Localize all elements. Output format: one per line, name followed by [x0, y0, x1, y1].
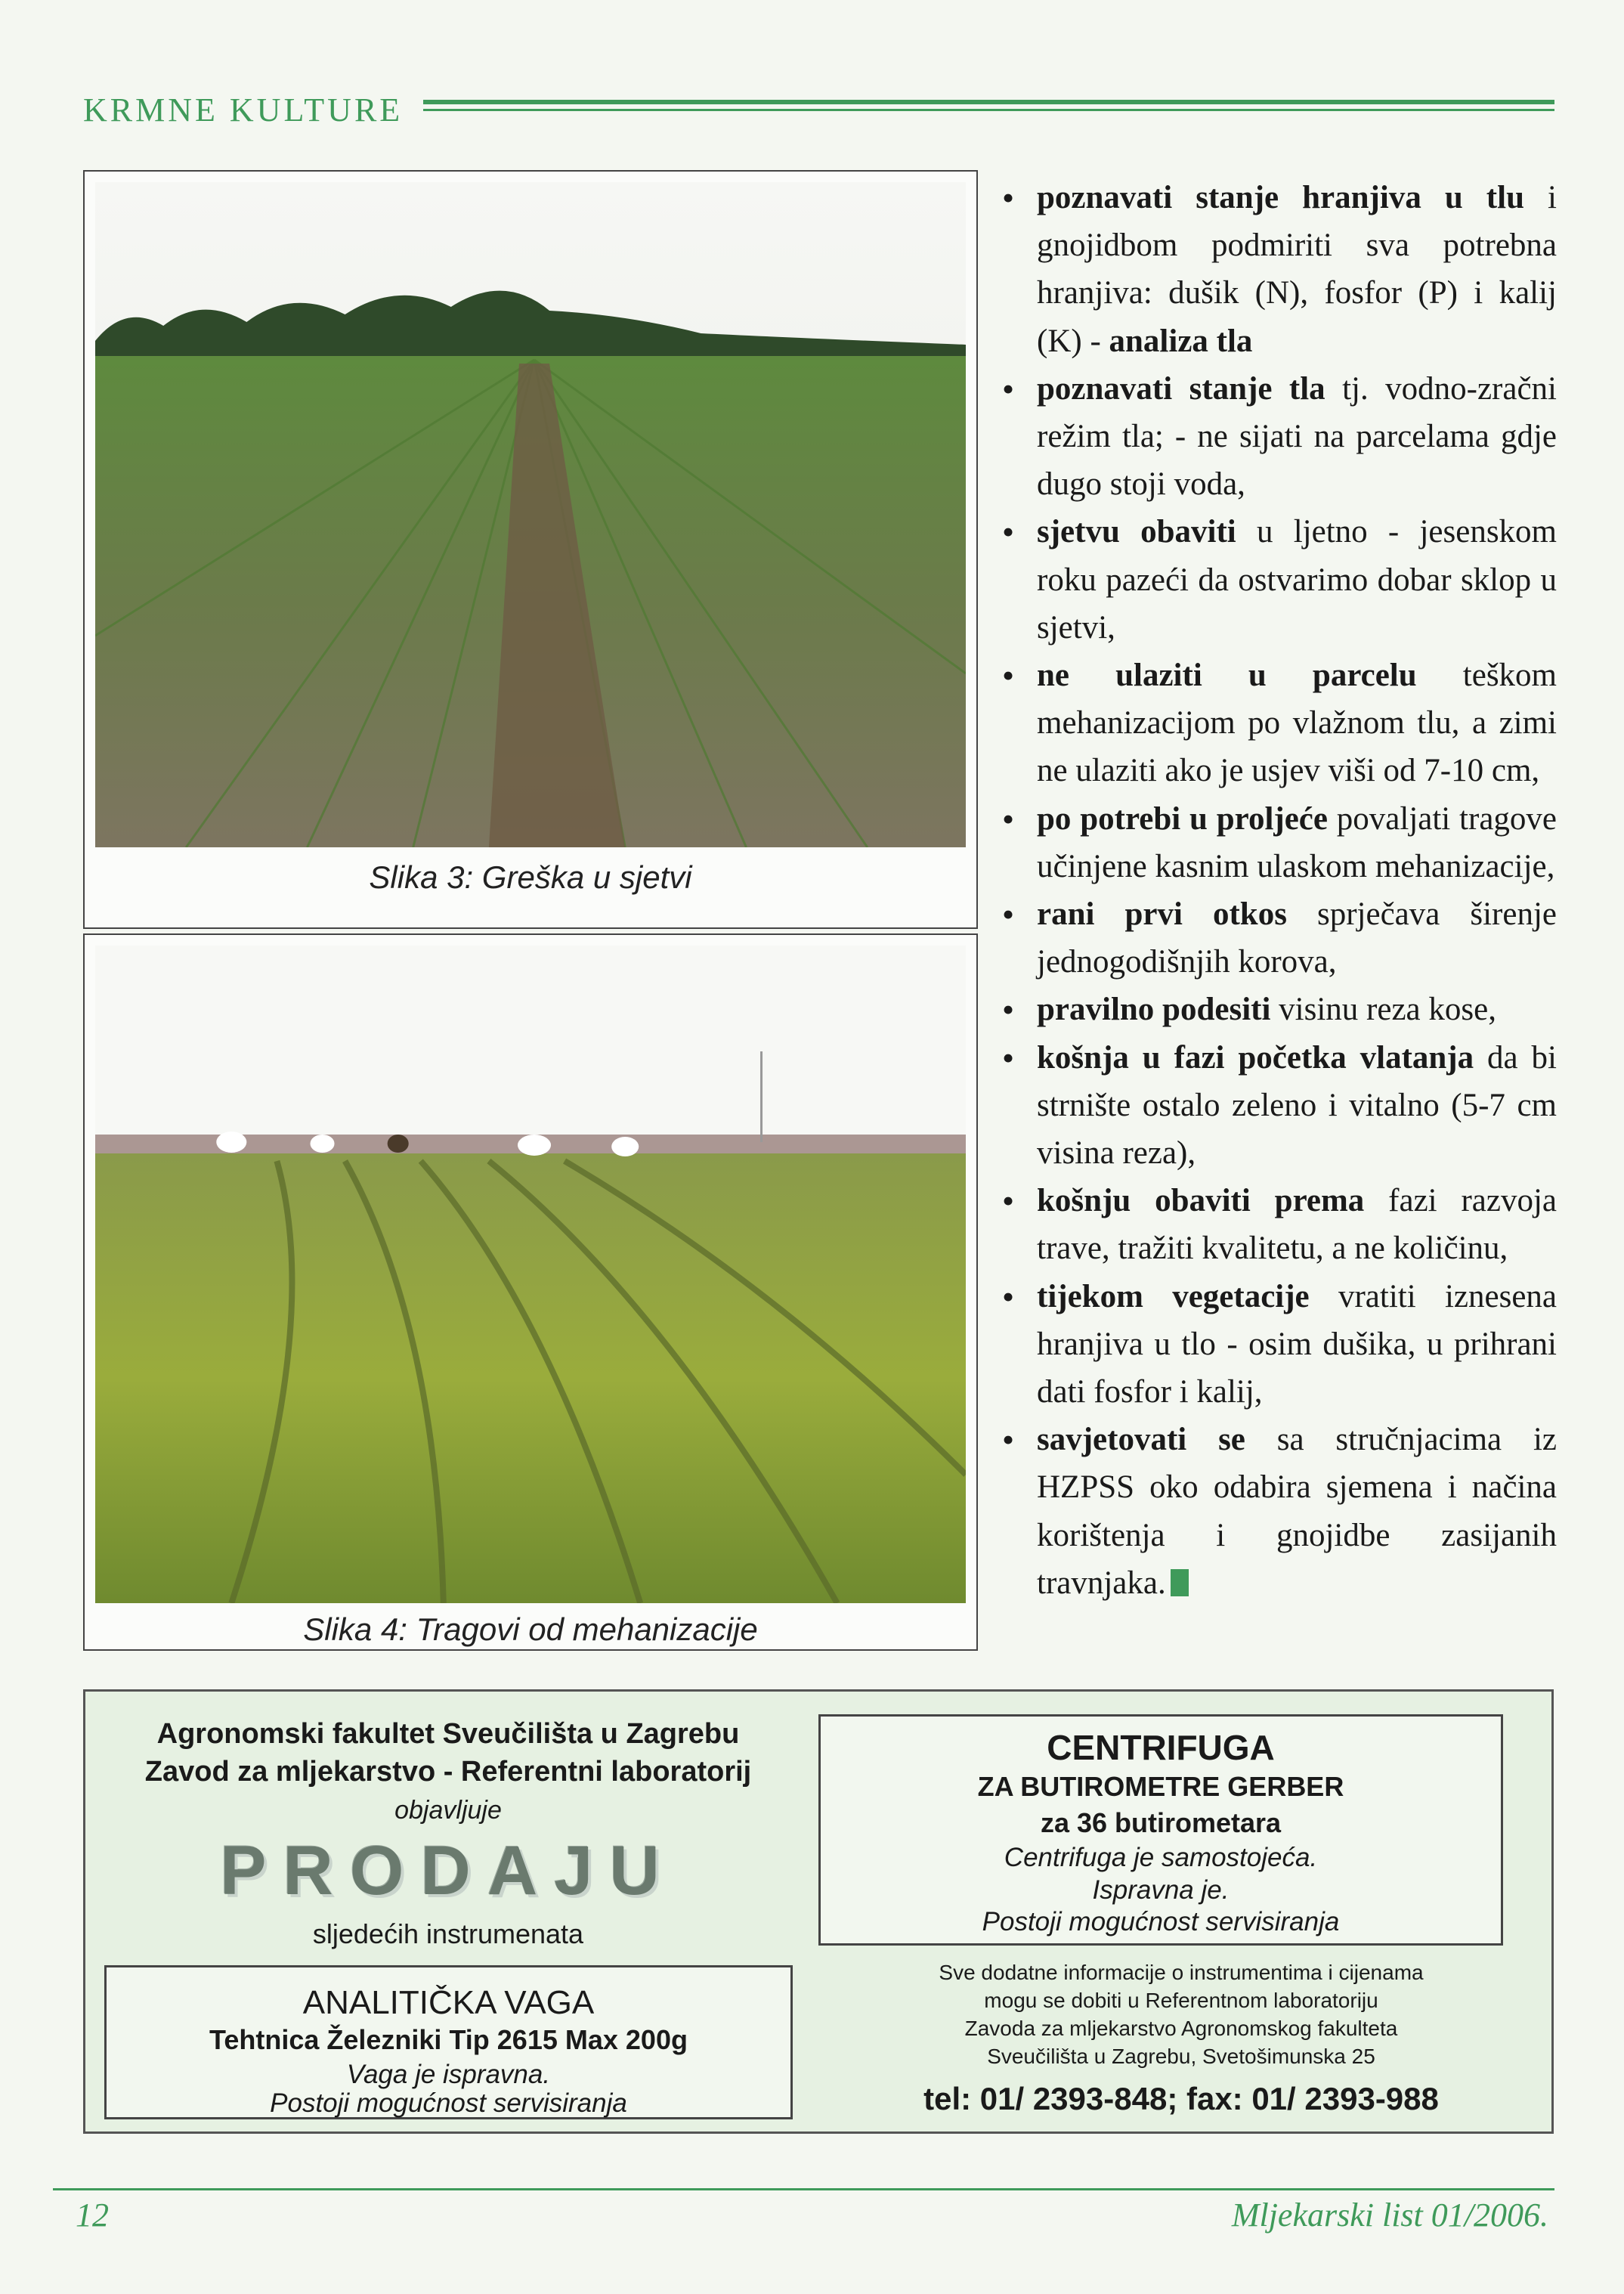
- ad-department: Zavod za mljekarstvo - Referentni laboratorij: [144, 1756, 752, 1788]
- ad-info-line: Sve dodatne informacije o instrumentima i cijenama: [939, 1961, 1424, 1984]
- ad-centrifuge-capacity: za 36 butirometara: [1040, 1807, 1282, 1838]
- ad-scale-title: ANALITIČKA VAGA: [302, 1984, 595, 2021]
- list-item: • ne ulaziti u parcelu teškom mehanizacijom po vlažnom tlu, a zimi ne ulaziti ako je usjev viši od 7-10 cm,: [998, 652, 1557, 795]
- ad-contact: tel: 01/ 2393-848; fax: 01/ 2393-988: [923, 2081, 1439, 2116]
- photo-field-tracks: [95, 946, 966, 1603]
- figure-3: [83, 170, 978, 929]
- ad-centrifuge-type: ZA BUTIROMETRE GERBER: [977, 1771, 1344, 1802]
- ad-scale-box: [104, 1965, 793, 2119]
- ad-institution: Agronomski fakultet Sveučilišta u Zagrebu: [156, 1718, 740, 1750]
- figure-3-caption: Slika 3: Greška u sjetvi: [369, 859, 692, 895]
- figure-4-caption: Slika 4: Tragovi od mehanizacije: [303, 1611, 758, 1647]
- section-title: KRMNE KULTURE: [83, 91, 404, 128]
- ad-scale-condition: Vaga je ispravna.: [346, 2060, 551, 2089]
- list-item: • rani prvi otkos sprječava širenje jednogodišnjih korova,: [998, 890, 1557, 986]
- list-item: • poznavati stanje tla tj. vodno-zračni režim tla; - ne sijati na parcelama gdje dugo stoji voda,: [998, 365, 1557, 509]
- ad-publishes: objavljuje: [394, 1796, 502, 1825]
- ad-scale-model: Tehtnica Železniki Tip 2615 Max 200g: [209, 2024, 688, 2055]
- list-item: • košnju obaviti prema fazi razvoja trave, tražiti kvalitetu, a ne količinu,: [998, 1177, 1557, 1272]
- journal-issue: Mljekarski list 01/2006.: [1231, 2196, 1548, 2234]
- footer-rule: [53, 2188, 1554, 2190]
- ad-centrifuge-condition: Ispravna je.: [1092, 1875, 1230, 1905]
- end-of-article-mark: [1171, 1569, 1189, 1596]
- ad-right-column: [811, 1692, 1551, 2131]
- recommendations-list: [998, 174, 1557, 1607]
- list-item: • pravilno podesiti visinu reza kose,: [998, 986, 1557, 1033]
- ad-info-line: Sveučilišta u Zagrebu, Svetošimunska 25: [987, 2045, 1375, 2068]
- photo-wheat-field: [95, 182, 966, 847]
- ad-scale-service: Postoji mogućnost servisiranja: [270, 2088, 627, 2118]
- ad-centrifuge-standalone: Centrifuga je samostojeća.: [1004, 1843, 1318, 1872]
- ad-info-line: mogu se dobiti u Referentnom laboratoriju: [984, 1989, 1378, 2012]
- list-item: • sjetvu obaviti u ljetno - jesenskom roku pazeći da ostvarimo dobar sklop u sjetvi,: [998, 508, 1557, 652]
- list-item: • savjetovati se sa stručnjacima iz HZPSS oko odabira sjemena i načina korištenja i gnojidbe zasijanih travnjaka.: [998, 1416, 1557, 1607]
- list-item: • po potrebi u proljeće povaljati tragove učinjene kasnim ulaskom mehanizacije,: [998, 795, 1557, 890]
- ad-following: sljedećih instrumenata: [312, 1918, 584, 1949]
- ad-centrifuge-service: Postoji mogućnost servisiranja: [982, 1907, 1340, 1936]
- ad-info-line: Zavoda za mljekarstvo Agronomskog fakulteta: [964, 2017, 1398, 2040]
- ad-centrifuge-title: CENTRIFUGA: [1047, 1728, 1275, 1767]
- ad-left-column: [85, 1692, 811, 2131]
- page-number: 12: [76, 2196, 109, 2234]
- ad-centrifuge-box: [818, 1714, 1503, 1946]
- header-rule: [423, 100, 1554, 104]
- list-item: • poznavati stanje hranjiva u tlu i gnojidbom podmiriti sva potrebna hranjiva: dušik (N), fosfor (P) i kalij (K) - analiza tla: [998, 174, 1557, 365]
- figure-4: [83, 933, 978, 1651]
- list-item: • košnja u fazi početka vlatanja da bi strnište ostalo zeleno i vitalno (5-7 cm visina reza),: [998, 1034, 1557, 1178]
- ad-prodaju-heading: PRODAJU: [220, 1832, 676, 1909]
- list-item: • tijekom vegetacije vratiti iznesena hranjiva u tlo - osim dušika, u prihrani dati fosfor i kalij,: [998, 1273, 1557, 1416]
- advertisement-box: [83, 1689, 1554, 2134]
- header-rule-thin: [423, 109, 1554, 111]
